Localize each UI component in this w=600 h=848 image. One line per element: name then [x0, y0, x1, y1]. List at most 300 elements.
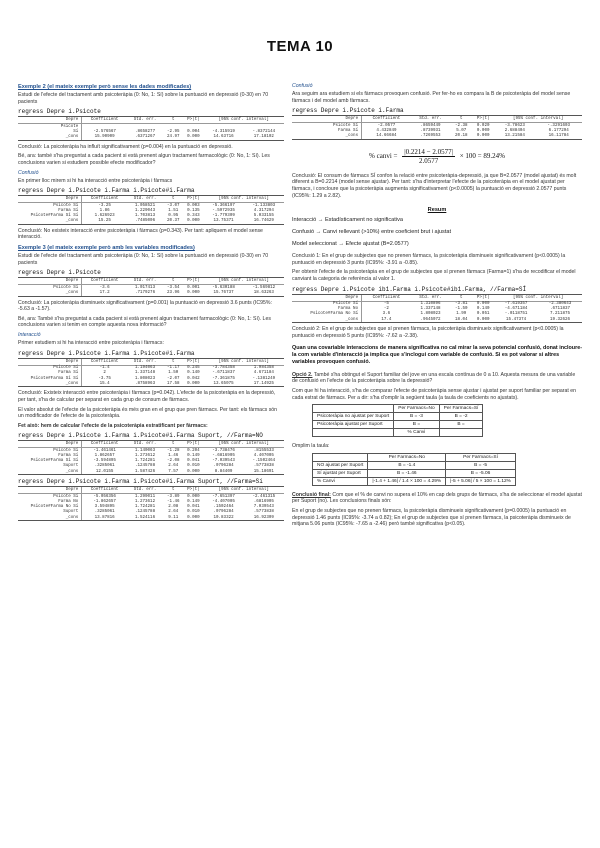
percent-change-formula: [292, 148, 582, 165]
grid-cell: Per Farmacs=Sí: [446, 453, 516, 461]
table-row: [18, 290, 284, 295]
table-cell: .6371267: [134, 135, 156, 140]
table-cell: 17.4: [381, 317, 392, 322]
table-cell: _cons: [18, 290, 82, 295]
table-cell: -7.619357: [504, 302, 528, 307]
right-column: [292, 80, 582, 531]
grid-row: [313, 421, 483, 429]
paragraph-text: El valor absolut de l'efecte de la psicoteràpia és més gran en el grup que pren fàrmacs. Per tant: els fàrmacs són un modificador de l'efecte de la psicoteràpia.: [18, 406, 278, 420]
regression-output: [18, 441, 284, 474]
table-cell: .1245788: [134, 464, 156, 469]
column-header: [95% conf. interval]: [203, 117, 284, 124]
table-cell: 1.337148: [134, 371, 156, 376]
table-cell: -1.569812: [252, 285, 276, 290]
table-cell: 0.343: [187, 214, 200, 219]
table-cell: -1.46: [166, 500, 180, 505]
table-cell: 16.11784: [548, 134, 569, 139]
conclusion-text: Conclusió: El consum de fàrmacs SÍ confon la relació entre psicoteràpia-depressió, ja que B=2.0577 (model ajustat) és molt diferent a B=0.2214 (model sense ajustar). Per tant: s'ha d'interpretar l'efecte de la psicoteràpia en el model ajustat per fàrmacs, i concloure que la psicoteràpia augmenta significativament (p<0.0005) la puntuació en depressió 2.0577 punts (IC95%: 1.29 a 2.82).: [292, 172, 577, 199]
grid-row: [313, 429, 483, 437]
table-cell: 0.042: [187, 376, 200, 381]
table-cell: 1.808023: [420, 312, 441, 317]
example4-paragraph: [292, 372, 582, 385]
table-cell: 1.724281: [134, 505, 156, 510]
table-cell: -.0118751: [504, 312, 528, 317]
grid-cell: B = -2: [439, 413, 483, 421]
regression-table: [18, 358, 284, 388]
table-cell: Psicote#Farma Sí Sí: [18, 214, 82, 219]
column-header: Coefficient: [82, 487, 127, 494]
regression-table: [18, 277, 284, 296]
table-cell: -2: [383, 307, 389, 312]
grid-cell: [313, 453, 368, 461]
grid-cell: [313, 429, 394, 437]
table-cell: -5.630188: [212, 285, 235, 290]
table-cell: 4.317294: [253, 208, 274, 213]
final-conclusion-text: Com que el % de canvi no supera el 10% en cap dels grups de fàrmacs, s'ha de seleccionar el model ajustat per Suport (no). Les conclusions finals són:: [292, 491, 582, 505]
table-cell: 0.000: [187, 494, 200, 499]
table-cell: 1.984358: [253, 366, 274, 371]
interaction-subheading: Interacció: [18, 332, 41, 338]
column-header: [95% conf. interval]: [494, 116, 582, 123]
grid-cell: Per Farmacs=No: [368, 453, 446, 461]
grid-cell: |-1.4 + 1.46| / 1.4 × 100 = 4.29%: [368, 477, 446, 485]
table-cell: -.5972935: [212, 208, 235, 213]
stata-command: regress Depre i.Psicote ib1.Farma i.Psicote#ib1.Farma, //Farma=SÍ: [292, 285, 527, 293]
column-header: Depre: [18, 441, 82, 448]
table-cell: 16.74629: [253, 219, 274, 224]
table-cell: 16.92309: [253, 515, 274, 520]
column-header: Coefficient: [82, 359, 127, 366]
conclusion-text: Conclusió: La psicoteràpia ha influït significativament (p=0.004) en la puntuació en depressió.: [18, 143, 233, 150]
table-cell: 15.90909: [94, 135, 115, 140]
table-cell: -3.81: [454, 302, 468, 307]
table-cell: 1.86: [99, 208, 110, 213]
table-cell: Farma Sí: [18, 454, 82, 459]
table-cell: -7.651397: [212, 494, 235, 499]
table-cell: Psicote#Farma Sí Sí: [18, 459, 82, 464]
table-cell: -3.78623: [504, 123, 525, 128]
table-cell: -3.784358: [212, 366, 235, 371]
table-cell: -1.17: [166, 366, 180, 371]
table-cell: .7485006: [134, 219, 156, 224]
table-cell: Psicote#Farma No Sí: [292, 312, 362, 317]
table-cell: .6711837: [549, 307, 571, 312]
left-column: [18, 80, 284, 524]
table-row: [18, 135, 284, 140]
table-cell: 1.808023: [134, 376, 156, 381]
table-cell: 0.95: [168, 214, 179, 219]
column-header: Coefficient: [362, 295, 411, 302]
table-row: [18, 515, 284, 520]
bold-note: Quan una covariable interaccions de manera significativa no cal mirar la seva potencial confusió, donat incloure-la com variable d'interacció ja implica que s'inclogui com variable de confusió. Si es pot valorar si altres variables provoquen confusió.: [292, 345, 582, 366]
paragraph-text: En primer lloc mirem si hi ha interacció entre psicoteràpia i fàrmacs: [18, 177, 173, 184]
table-cell: 0.000: [187, 291, 200, 296]
column-header: t: [163, 196, 183, 203]
table-cell: -3.6: [99, 285, 110, 290]
table-cell: 0.000: [187, 135, 200, 140]
table-cell: 24.97: [166, 135, 180, 140]
table-cell: .5773838: [253, 464, 274, 469]
column-header: t: [163, 359, 183, 366]
summary-line: Interacció → Estadísticament no significativa: [292, 217, 403, 224]
table-cell: 1.862657: [94, 454, 115, 459]
table-cell: -2.08: [166, 459, 180, 464]
table-cell: 2.64: [168, 464, 179, 469]
table-cell: -4.671184: [504, 307, 528, 312]
table-cell: 2.64: [168, 510, 179, 515]
table-cell: .9645072: [420, 317, 441, 322]
table-cell: .8659449: [420, 123, 441, 128]
grid-cell: B =: [394, 421, 439, 429]
table-cell: 15.4: [99, 381, 110, 386]
table-cell: -3.89: [166, 494, 180, 499]
table-cell: 1.017413: [134, 285, 156, 290]
table-cell: -2.576567: [93, 129, 116, 134]
table-cell: .8758963: [134, 381, 156, 386]
table-cell: 0.010: [187, 464, 200, 469]
column-header: Depre: [18, 278, 82, 285]
table-cell: Sí: [18, 129, 82, 134]
regression-output: [18, 117, 284, 140]
table-cell: 13.21584: [504, 134, 525, 139]
formula-rhs: × 100 = 89.24%: [459, 151, 505, 160]
table-cell: Psicote Sí: [18, 365, 82, 371]
table-cell: -.1502464: [252, 459, 276, 464]
table-row: [18, 381, 284, 386]
table-cell: .0796284: [213, 510, 234, 515]
regression-table: [18, 440, 284, 475]
table-cell: 15.25: [98, 219, 111, 224]
column-header: P>|t|: [183, 487, 203, 494]
column-header: P>|t|: [183, 196, 203, 203]
table-cell: 10.83322: [213, 515, 234, 520]
column-header: Std. err.: [127, 278, 163, 285]
grid-cell: Psicoteràpia ajustat per Suport: [313, 421, 394, 429]
regression-table: [18, 486, 284, 521]
table-cell: -.8372144: [252, 129, 276, 134]
summary-line: Model seleccionat → Efecte ajustat (B=2.0577): [292, 241, 409, 248]
column-header: Coefficient: [82, 278, 127, 285]
column-header: [95% conf. interval]: [203, 441, 284, 448]
regression-output: [18, 359, 284, 387]
table-cell: 0.000: [187, 515, 200, 520]
table-cell: 1.703813: [134, 214, 156, 219]
table-cell: Psicote Sí: [292, 123, 362, 129]
table-cell: 0.020: [476, 123, 490, 128]
table-cell: 1.337148: [420, 307, 441, 312]
example4-text: També s'ha obtingut el Suport familiar del jove en una escala contínua de 0 a 10. Aquesta mesura de una variable de confusió en l'efecte de la psicoteràpia sobre la depressió?: [292, 371, 576, 385]
table-cell: Psicote Sí: [18, 494, 82, 500]
table-cell: 0.003: [187, 203, 200, 208]
table-row: [18, 219, 284, 224]
table-cell: _cons: [18, 135, 82, 140]
table-cell: 1.310896: [420, 302, 441, 307]
table-cell: 13.65075: [213, 381, 234, 386]
stata-command: regress Depre i.Psicote i.Farma i.Psicote#i.Farma: [18, 349, 195, 357]
column-header: Std. err.: [127, 359, 163, 366]
table-cell: 0.140: [187, 371, 200, 376]
table-cell: -1.133803: [252, 203, 276, 208]
table-cell: -2.0577: [377, 123, 396, 128]
table-cell: 5.033155: [253, 214, 274, 219]
regression-table: [18, 195, 284, 225]
regression-table: [292, 294, 582, 324]
table-cell: 0.001: [187, 285, 200, 290]
regression-output: [292, 116, 582, 139]
table-cell: Farma No: [292, 307, 362, 312]
table-cell: 14.66684: [376, 134, 397, 139]
table-cell: _cons: [18, 515, 82, 520]
column-header: Coefficient: [82, 196, 127, 203]
table-cell: -1.4: [99, 366, 110, 371]
table-cell: 1.626923: [94, 214, 115, 219]
table-cell: 1.194063: [134, 366, 156, 371]
filled-comparison-grid: [312, 453, 516, 486]
example4-label: Opció 2.: [292, 371, 313, 378]
grid-cell: % Canvi: [313, 477, 368, 485]
formula-fraction: [402, 148, 455, 165]
column-header: t: [163, 441, 183, 448]
column-header: t: [163, 487, 183, 494]
column-header: Depre: [18, 117, 82, 124]
table-cell: 0.004: [187, 129, 200, 134]
grid-row: [313, 461, 516, 469]
table-cell: -4.407005: [212, 500, 235, 505]
table-cell: 1.99: [456, 312, 467, 317]
column-header: [95% conf. interval]: [203, 196, 284, 203]
regression-table: [292, 115, 582, 140]
table-cell: -2.38: [454, 123, 468, 128]
table-cell: 1.51: [168, 208, 179, 213]
formula-lhs: % canvi =: [369, 151, 398, 160]
table-cell: .1245788: [134, 510, 156, 515]
table-cell: -3.738476: [212, 448, 235, 453]
column-header: [95% conf. interval]: [203, 278, 284, 285]
table-cell: -1.779309: [212, 214, 235, 219]
grid-cell: B = -5.06: [446, 469, 516, 477]
paragraph-text: Bé, ara: també s'ha preguntat a cada pacient si està prenent algun tractament farmacològic (0: No, 1: Sí). Les conclusions varien si estudiem possible efecte modificador?: [18, 153, 270, 166]
conclusion-text: Conclusió 2: En el grup de subjectes que sí prenen fàrmacs, la psicoteràpia disminueix significativament (p<0.0005) la puntuació en depressió 5 punts (IC95%: -7.62 a -2.38).: [292, 326, 564, 339]
table-cell: Farma Sí: [18, 371, 82, 376]
column-header: Depre: [292, 295, 362, 302]
grid-cell: [313, 405, 394, 413]
table-cell: 1.140063: [134, 448, 156, 453]
column-header: Std. err.: [411, 295, 451, 302]
table-cell: 15.47374: [506, 317, 527, 322]
table-cell: 2.688404: [504, 128, 525, 133]
conclusion-text: Conclusió 1: En el grup de subjectes que no prenen fàrmacs, la psicoteràpia disminueix significativament (p<0.0005) la puntuació en depressió 3 punts (IC95%: -3.91 a -0.85).: [292, 253, 566, 266]
paragraph-text: Omplim la taula:: [292, 443, 330, 450]
table-cell: 19.32626: [549, 317, 571, 322]
table-cell: -3.54: [166, 285, 180, 290]
grid-cell: [439, 429, 483, 437]
grid-row: [313, 469, 516, 477]
grid-cell: B = -3: [394, 413, 439, 421]
table-cell: Farma Sí: [18, 208, 82, 213]
table-cell: -3.25: [98, 203, 111, 208]
table-cell: 1.229043: [134, 208, 156, 213]
table-cell: 0.000: [187, 381, 200, 386]
table-cell: -.6711837: [212, 371, 235, 376]
table-cell: 15.18691: [253, 469, 274, 474]
table-cell: Psicote#Farma Sí Sí: [18, 376, 82, 381]
table-cell: 17.58: [166, 381, 180, 386]
table-cell: 0.000: [476, 128, 490, 133]
column-header: [95% conf. interval]: [203, 359, 284, 366]
table-cell: 7.57: [168, 469, 179, 474]
regression-output: [292, 295, 582, 323]
grid-cell: B = -5: [446, 461, 516, 469]
table-cell: 0.245: [187, 366, 200, 371]
table-cell: 0.149: [187, 454, 200, 459]
final-conclusion: [292, 492, 582, 505]
table-cell: .5773838: [253, 510, 274, 515]
table-cell: .8739931: [420, 128, 441, 133]
table-cell: 8.84409: [214, 469, 233, 474]
column-header: Std. err.: [127, 196, 163, 203]
grid-cell: Sí ajustat per Suport: [313, 469, 368, 477]
table-cell: 0.149: [187, 500, 200, 505]
table-cell: 17.14925: [253, 381, 274, 386]
paragraph-text: Bé, ara: També s'ha preguntat a cada pacient si està prenent algun tractament farmacològic (0: No, 1: Sí). Les conclusions varien si tenim en compte aquesta nova informació?: [18, 315, 271, 329]
table-cell: -2.380643: [548, 302, 572, 307]
stata-command: regress Depre i.Psicote i.Farma: [292, 107, 404, 115]
grid-header-row: [313, 453, 516, 461]
grid-cell: Per Farmacs=No: [394, 405, 439, 413]
paragraph-text: Ara seguim ara estudiem si els fàrmacs provoquen confusió. Per fer-ho es compara la B de psicoteràpia del model sense fàrmacs i del model amb fàrmacs.: [292, 91, 571, 104]
table-cell: .7269553: [420, 134, 441, 139]
table-cell: -.3291603: [547, 123, 571, 128]
table-cell: .3285061: [94, 464, 115, 469]
table-cell: 6.177294: [548, 128, 569, 133]
page-title: TEMA 10: [266, 38, 334, 55]
table-cell: 9.11: [168, 515, 179, 520]
table-cell: 4.671184: [253, 371, 274, 376]
table-cell: 2: [103, 371, 106, 376]
column-header: Depre: [18, 359, 82, 366]
table-row: [292, 134, 582, 139]
table-cell: 20.37: [166, 219, 180, 224]
table-cell: 1.273612: [134, 500, 156, 505]
table-cell: Psicote Sí: [18, 285, 82, 291]
column-header: P>|t|: [472, 295, 494, 302]
table-cell: 0.041: [187, 459, 200, 464]
table-cell: .7179276: [134, 291, 156, 296]
final-conclusion-label: Conclusió final:: [292, 491, 331, 498]
table-cell: 1.058521: [134, 203, 156, 208]
grid-cell: |-5 + 5.06| / 5 × 100 = 1.12%: [446, 477, 516, 485]
example2-intro: Estudi de l'efecte del tractament amb psicoteràpia (0: No, 1: Sí) sobre la puntuació en depressió (0-30) en 70 pacients: [18, 92, 269, 105]
table-cell: 18.04: [454, 317, 468, 322]
paragraph-text: Com que hi ha interacció, s'ha de comparar l'efecte de psicoteràpia sense ajustar i ajustat per suport familiar per separat en cada estrat de fàrmacs. Per a dir: s'ha d'omplir la següent taula (a taula de coeficients no ajustats).: [292, 388, 576, 401]
table-cell: Farma No: [18, 499, 82, 504]
table-cell: -.6816905: [212, 454, 235, 459]
table-cell: Suport: [18, 464, 82, 469]
table-cell: 0.010: [187, 510, 200, 515]
table-cell: -2.95: [166, 129, 180, 134]
table-cell: 15.76737: [213, 291, 234, 296]
column-header: [95% conf. interval]: [494, 295, 582, 302]
column-header: Depre: [18, 196, 82, 203]
table-cell: 0.000: [187, 469, 200, 474]
table-cell: -5.366197: [212, 203, 235, 208]
example3-heading: Exemple 3 (el mateix exemple però amb les variables modificades): [18, 245, 195, 252]
summary-line: Confusió → Canvi rellevant (>10%) entre coeficient brut i ajustat: [292, 229, 452, 236]
table-cell: -5.056356: [93, 494, 116, 499]
grid-cell: Psicoteràpia no ajustat per Suport: [313, 413, 394, 421]
table-cell: Suport: [18, 510, 82, 515]
column-header: P>|t|: [183, 359, 203, 366]
table-cell: 18.63263: [253, 291, 274, 296]
paragraph-text: Per obtenir l'efecte de la psicoteràpia en el grup de subjectes que sí prenen fàrmacs (Farma=1) s'ha de recodificar el model canviant la categoria de referència al valor 1.: [292, 269, 576, 282]
stata-command: regress Depre i.Psicote i.Farma i.Psicote#i.Farma Suport, //Farma=Sí: [18, 478, 263, 486]
column-header: P>|t|: [183, 117, 203, 124]
column-header: Std. err.: [411, 116, 451, 123]
table-row: [18, 469, 284, 474]
table-cell: 4.432849: [376, 128, 397, 133]
table-cell: -7.039543: [212, 459, 235, 464]
table-cell: 17.2: [99, 291, 110, 296]
table-cell: 13.87816: [94, 515, 115, 520]
table-cell: 1.724281: [134, 459, 156, 464]
table-cell: Psicote: [18, 124, 82, 130]
table-cell: .6816905: [253, 500, 274, 505]
grid-row: [313, 413, 483, 421]
column-header: Std. err.: [127, 441, 163, 448]
table-cell: 0.135: [187, 208, 200, 213]
table-cell: 0.051: [476, 312, 490, 317]
regression-output: [18, 278, 284, 295]
table-cell: .3285061: [94, 510, 115, 515]
table-cell: -2.461315: [252, 494, 276, 499]
grid-cell: B =: [439, 421, 483, 429]
confusion-subheading: Confusió: [18, 169, 39, 176]
table-cell: 1.50: [168, 371, 179, 376]
stata-command: regress Depre i.Psicote i.Farma i.Psicote#i.Farma Suport, //Farma=NO: [18, 432, 263, 440]
column-header: P>|t|: [183, 441, 203, 448]
table-cell: 7.211875: [549, 312, 571, 317]
table-cell: _cons: [18, 219, 82, 224]
table-cell: _cons: [292, 317, 362, 322]
table-cell: .8658277: [134, 129, 156, 134]
table-cell: _cons: [292, 134, 362, 139]
column-header: Depre: [292, 116, 362, 123]
table-cell: -3.75: [98, 376, 111, 381]
table-cell: 4.407005: [253, 454, 274, 459]
grid-cell: B = -1.4: [368, 461, 446, 469]
column-header: [95% conf. interval]: [203, 487, 284, 494]
table-cell: -3.07: [166, 203, 180, 208]
table-cell: -.1381249: [252, 376, 276, 381]
comparison-grid: [312, 404, 483, 437]
column-header: Depre: [18, 487, 82, 494]
column-header: Coefficient: [82, 441, 127, 448]
table-cell: Psicote#Farma No Sí: [18, 505, 82, 510]
column-header: P>|t|: [183, 278, 203, 285]
table-cell: 0.000: [187, 219, 200, 224]
example2-heading: Exemple 2 (el mateix exemple però sense les dades modificades): [18, 84, 192, 90]
grid-cell: B = -1.46: [368, 469, 446, 477]
conclusion-text: Conclusió: La psicoteràpia disminueix significativament (p=0.001) la puntuació en depressió 3.6 punts (IC95%: -5.63 a -1.57).: [18, 299, 272, 313]
column-header: P>|t|: [472, 116, 494, 123]
table-cell: 7.039543: [253, 505, 274, 510]
paragraph-text: Primer estudiem si hi ha interacció entre psicoteràpia i fàrmacs:: [18, 340, 164, 346]
table-cell: -2.07: [166, 376, 180, 381]
table-cell: 0.000: [476, 302, 490, 307]
column-header: t: [163, 278, 183, 285]
column-header: Std. err.: [127, 117, 163, 124]
paragraph-text: En el grup de subjectes que no prenen fàrmacs, la psicoteràpia disminueix significativament (p=0.0005) la puntuació en depressió 1.46 punts (IC95%: -3.74 a 0.82); En el grup de subjectes que sí prenen fàrmacs, la psicoteràpia disminueix de mitjana 5.06 punts (IC95%: -7.65 a -2.46) però també significativa (p<0.05).: [292, 507, 571, 528]
